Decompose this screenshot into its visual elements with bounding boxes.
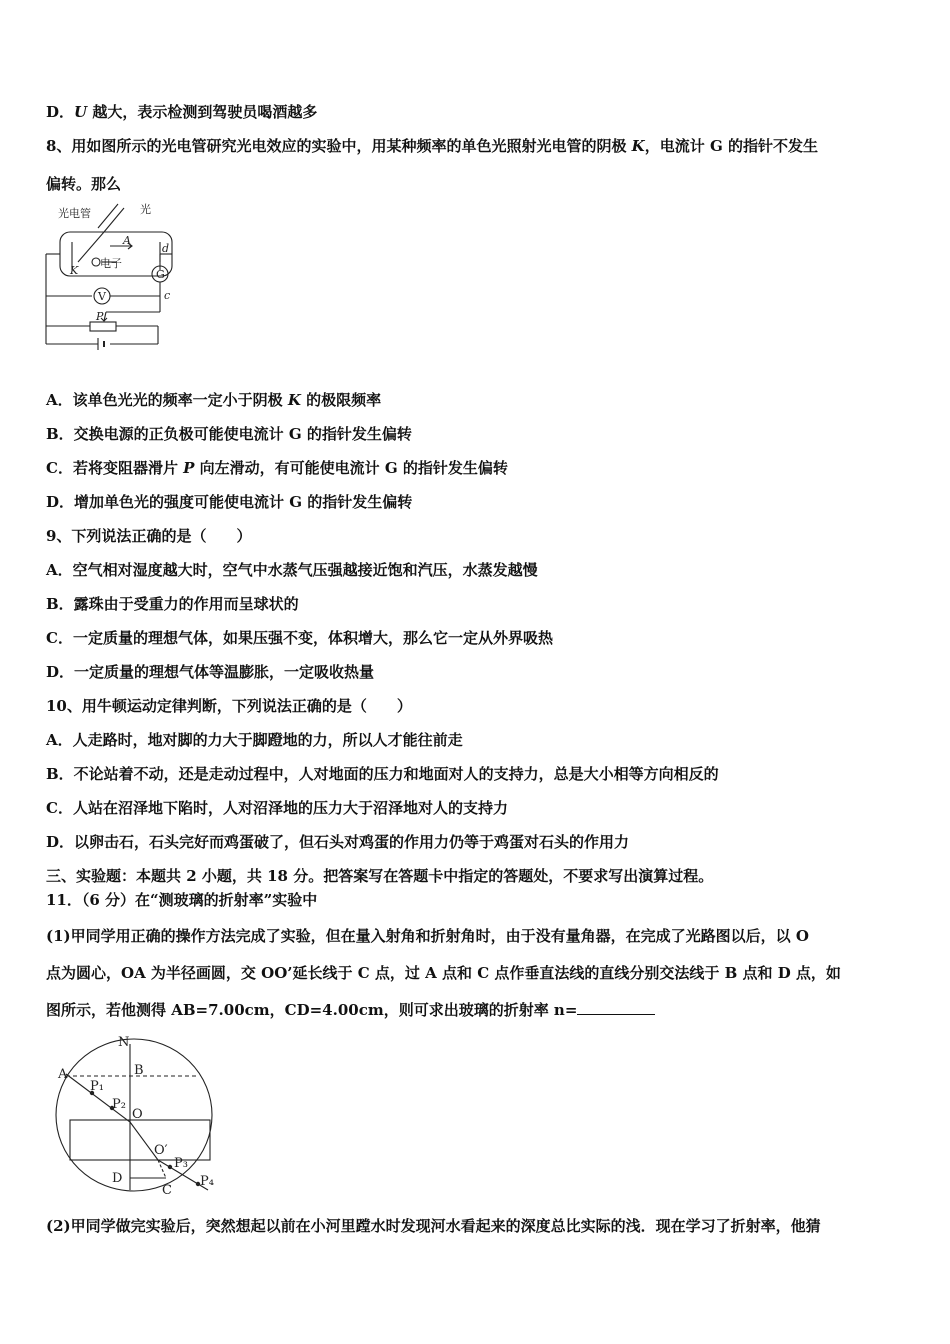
label-p3: P₃ xyxy=(174,1156,188,1171)
q8-stem-line2: 偏转。那么 xyxy=(46,175,122,193)
q8-option-d: D．增加单色光的强度可能使电流计 G 的指针发生偏转 xyxy=(46,493,413,511)
label-o-prime: O′ xyxy=(154,1143,168,1158)
label-n: N xyxy=(118,1035,130,1050)
galvanometer-label: G xyxy=(156,268,165,281)
label-phototube: 光电管 xyxy=(58,207,91,220)
label-d: D xyxy=(112,1171,123,1186)
q9-option-d: D．一定质量的理想气体等温膨胀，一定吸收热量 xyxy=(46,663,375,681)
photoelectric-circuit-diagram xyxy=(40,200,190,360)
q8-option-a: A．该单色光光的频率一定小于阴极 K 的极限频率 xyxy=(46,391,382,409)
q10-option-c: C．人站在沼泽地下陷时，人对沼泽地的压力大于沼泽地对人的支持力 xyxy=(46,799,508,817)
q11-part1-line3: 图所示，若他测得 AB=7.00cm，CD=4.00cm，则可求出玻璃的折射率 n= xyxy=(46,1000,655,1020)
label-slider-p: P xyxy=(96,310,104,323)
q11-part2-line1: (2)甲同学做完实验后，突然想起以前在小河里蹚水时发现河水看起来的深度总比实际的浅．现在学习了折射率，他猜 xyxy=(46,1217,821,1235)
label-o: O xyxy=(132,1107,143,1122)
q10-option-b: B．不论站着不动，还是走动过程中，人对地面的压力和地面对人的支持力，总是大小相等方向相反的 xyxy=(46,765,719,783)
answer-blank[interactable] xyxy=(577,1000,655,1015)
q8-option-c: C．若将变阻器滑片 P 向左滑动，有可能使电流计 G 的指针发生偏转 xyxy=(46,459,508,477)
q11-part1-line2: 点为圆心，OA 为半径画圆，交 OO’延长线于 C 点，过 A 点和 C 点作垂直法线的直线分别交法线于 B 点和 D 点，如 xyxy=(46,964,841,982)
q10-stem: 10、用牛顿运动定律判断，下列说法正确的是（ ） xyxy=(46,697,412,715)
label-cathode-k: K xyxy=(70,264,79,277)
q9-option-a: A．空气相对湿度越大时，空气中水蒸气压强越接近饱和汽压，水蒸发越慢 xyxy=(46,561,538,579)
label-a: A xyxy=(58,1067,68,1082)
q9-option-c: C．一定质量的理想气体，如果压强不变，体积增大，那么它一定从外界吸热 xyxy=(46,629,553,647)
label-light: 光 xyxy=(140,203,151,216)
label-c: c xyxy=(164,289,171,302)
label-d: d xyxy=(162,242,170,255)
voltmeter-label: V xyxy=(98,290,106,303)
section-3-title: 三、实验题：本题共 2 小题，共 18 分。把答案写在答题卡中指定的答题处，不要求写出演算过程。 xyxy=(46,867,714,885)
q8-option-b: B．交换电源的正负极可能使电流计 G 的指针发生偏转 xyxy=(46,425,412,443)
label-p4: P₄ xyxy=(200,1174,214,1189)
q9-option-b: B．露珠由于受重力的作用而呈球状的 xyxy=(46,595,299,613)
label-c: C xyxy=(162,1183,172,1198)
q10-option-a: A．人走路时，地对脚的力大于脚蹬地的力，所以人才能往前走 xyxy=(46,731,463,749)
q7-option-d: D．U 越大，表示检测到驾驶员喝酒越多 xyxy=(46,103,318,121)
q11-stem: 11．（6 分）在“测玻璃的折射率”实验中 xyxy=(46,891,318,909)
q8-stem: 8、用如图所示的光电管研究光电效应的实验中，用某种频率的单色光照射光电管的阴极 K，电流计 G 的指针不发生 xyxy=(46,137,818,155)
q11-part1-line1: (1)甲同学用正确的操作方法完成了实验，但在量入射角和折射角时，由于没有量角器，在完成了光路图以后，以 O xyxy=(46,927,809,945)
label-p2: P₂ xyxy=(112,1097,126,1112)
q10-option-d: D．以卵击石，石头完好而鸡蛋破了，但石头对鸡蛋的作用力仍等于鸡蛋对石头的作用力 xyxy=(46,833,630,851)
q9-stem: 9、下列说法正确的是（ ） xyxy=(46,527,252,545)
label-anode-a: A xyxy=(123,234,131,247)
label-electron: 电子 xyxy=(100,257,122,270)
label-b: B xyxy=(134,1063,144,1078)
refraction-diagram xyxy=(48,1030,228,1200)
label-p1: P₁ xyxy=(90,1079,104,1094)
